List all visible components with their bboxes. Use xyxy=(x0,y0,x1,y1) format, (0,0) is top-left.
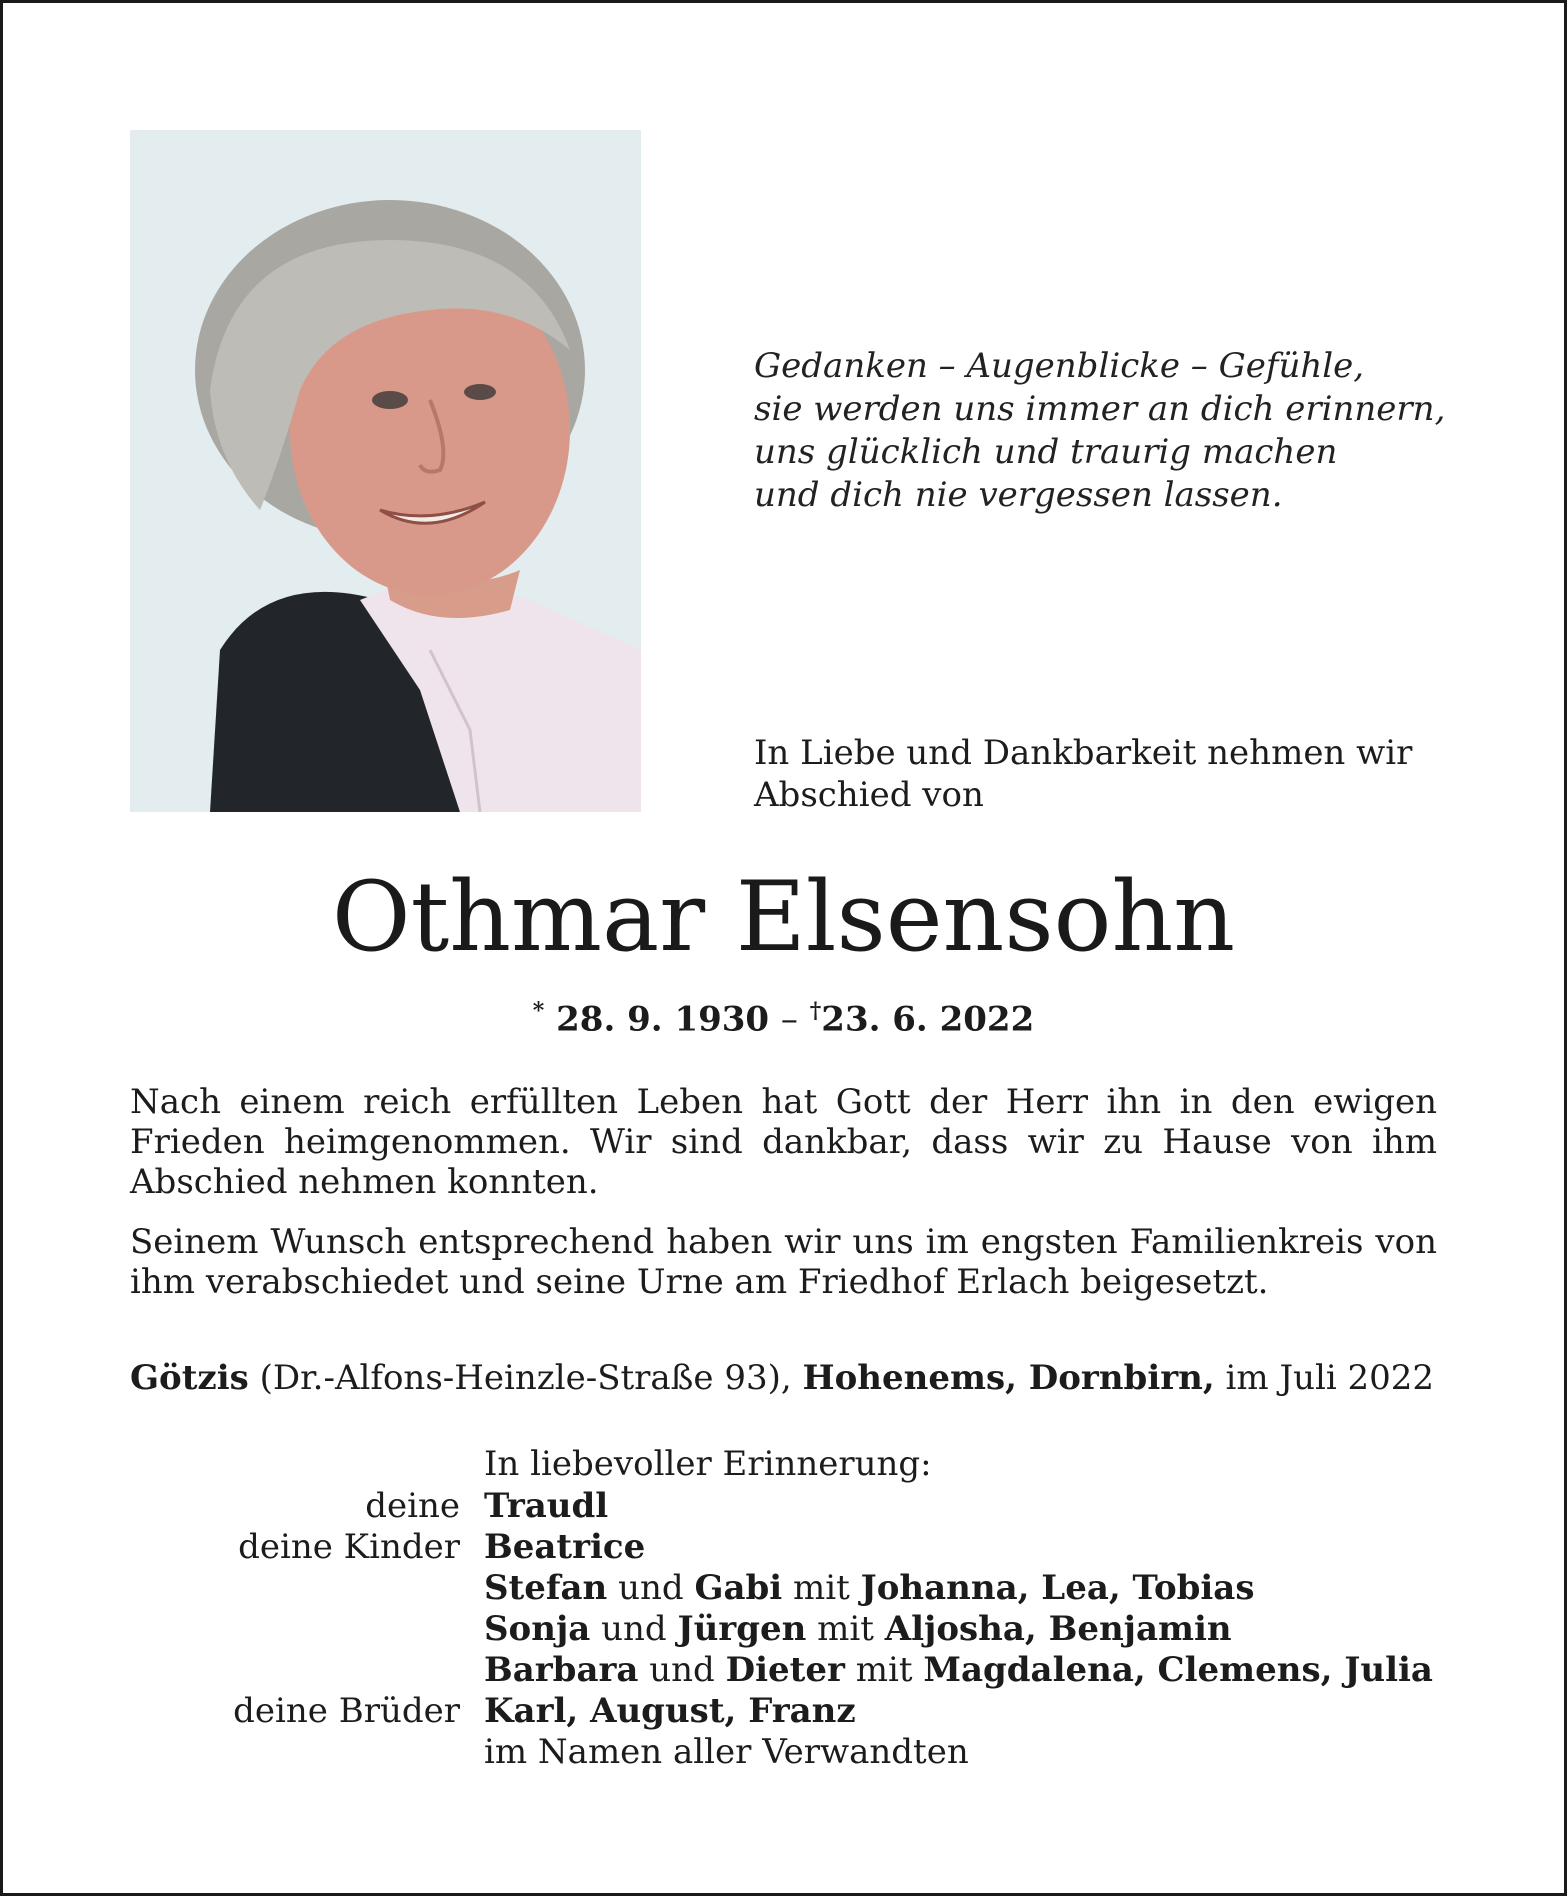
mourner-name: Traudl xyxy=(484,1486,609,1526)
date-separator: – xyxy=(780,999,798,1040)
birth-date: 28. 9. 1930 xyxy=(556,999,770,1040)
mourner-name: Gabi xyxy=(694,1568,783,1608)
mourner-row-brothers xyxy=(130,1690,1450,1732)
relation-label: deine Kinder xyxy=(238,1527,460,1567)
mourner-row-child-3 xyxy=(130,1608,1450,1650)
mourner-row-child-4 xyxy=(130,1649,1450,1691)
poem xyxy=(754,345,1474,517)
obituary-paragraph-2: Seinem Wunsch entsprechend haben wir uns im engsten Familienkreis von ihm verabschiedet und seine Urne am Friedhof Erlach beigesetzt. xyxy=(130,1222,1437,1302)
mourner-name: Karl, August, Franz xyxy=(484,1691,856,1731)
intro-line: Abschied von xyxy=(754,775,984,815)
poem-line: und dich nie vergessen lassen. xyxy=(754,475,1283,515)
mourner-name: Dieter xyxy=(725,1650,845,1690)
mourner-name: Barbara xyxy=(484,1650,639,1690)
place-date: im Juli 2022 xyxy=(1214,1358,1435,1398)
poem-line: uns glücklich und traurig machen xyxy=(754,432,1338,472)
mourner-name: Stefan xyxy=(484,1568,608,1608)
mourner-row-child-2 xyxy=(130,1567,1450,1609)
poem-line: Gedanken – Augenblicke – Gefühle, xyxy=(754,346,1365,386)
place-towns: Hohenems, Dornbirn, xyxy=(802,1358,1215,1398)
mourner-row-relatives xyxy=(130,1731,1450,1773)
mourner-name: Jürgen xyxy=(677,1609,807,1649)
mourner-names xyxy=(484,1485,608,1527)
mourner-row-child-1 xyxy=(130,1526,1450,1568)
place-address: (Dr.-Alfons-Heinzle-Straße 93), xyxy=(248,1358,803,1398)
relation-label: deine Brüder xyxy=(233,1691,460,1731)
relation-label: deine xyxy=(365,1486,460,1526)
mourner-name: Aljosha, Benjamin xyxy=(884,1609,1232,1649)
mourner-names: im Namen aller Verwandten xyxy=(484,1732,969,1772)
conjunction: mit xyxy=(817,1609,874,1649)
conjunction: mit xyxy=(855,1650,913,1690)
farewell-intro xyxy=(754,732,1454,816)
birth-symbol: * xyxy=(532,998,545,1024)
poem-line: sie werden uns immer an dich erinnern, xyxy=(754,389,1446,429)
obituary-paragraph-1: Nach einem reich erfüllten Leben hat Gott der Herr ihn in den ewigen Frieden heimgenommen. Wir sind dankbar, dass wir zu Hause von ihm Abschied nehmen konnten. xyxy=(130,1082,1437,1202)
life-dates xyxy=(0,988,1567,1042)
mourner-name: Magdalena, Clemens, Julia xyxy=(923,1650,1433,1690)
death-symbol: † xyxy=(809,998,822,1024)
death-date: 23. 6. 2022 xyxy=(821,999,1035,1040)
mourner-name: Johanna, Lea, Tobias xyxy=(860,1568,1255,1608)
remembrance-title: In liebevoller Erinnerung: xyxy=(484,1444,932,1484)
mourner-names xyxy=(484,1649,1433,1691)
place-town: Götzis xyxy=(130,1358,249,1398)
conjunction: und xyxy=(649,1650,715,1690)
conjunction: mit xyxy=(793,1568,850,1608)
mourner-row-wife xyxy=(130,1485,1450,1527)
mourner-names xyxy=(484,1690,856,1732)
conjunction: und xyxy=(618,1568,684,1608)
mourner-names xyxy=(484,1608,1232,1650)
deceased-name: Othmar Elsensohn xyxy=(331,861,1236,973)
conjunction: und xyxy=(601,1609,667,1649)
mourner-name: Beatrice xyxy=(484,1527,646,1567)
intro-line: In Liebe und Dankbarkeit nehmen wir xyxy=(754,733,1413,773)
mourner-name: Sonja xyxy=(484,1609,591,1649)
mourner-names xyxy=(484,1526,645,1568)
mourner-names xyxy=(484,1567,1254,1609)
place-date-line xyxy=(130,1357,1440,1399)
portrait-photo xyxy=(130,130,641,812)
